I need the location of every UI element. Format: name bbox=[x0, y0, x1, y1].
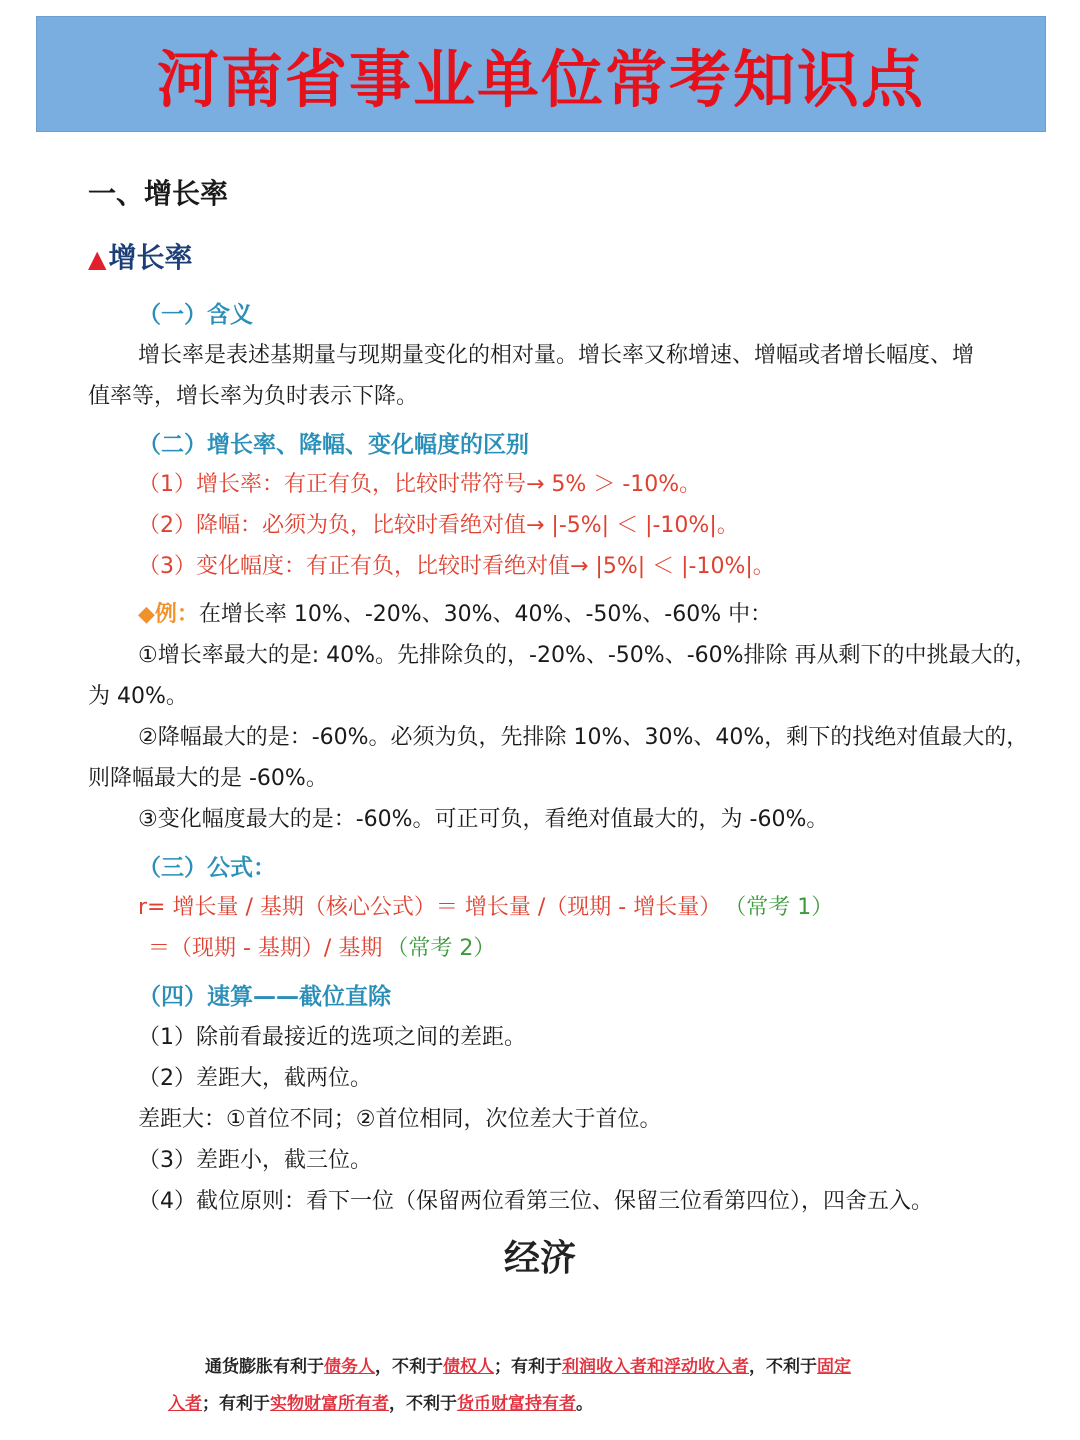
part2-title: （二）增长率、降幅、变化幅度的区别 bbox=[138, 432, 529, 458]
part4-item2: （2）差距大，截两位。 bbox=[138, 1066, 372, 1091]
part4-item4: （3）差距小，截三位。 bbox=[138, 1148, 372, 1173]
economy-term: 实物财富所有者 bbox=[270, 1394, 389, 1414]
economy-line1 bbox=[205, 1352, 851, 1377]
economy-text: 通货膨胀有利于 bbox=[205, 1357, 324, 1377]
triangle-icon: ▲ bbox=[88, 245, 107, 273]
economy-text: ；有利于 bbox=[202, 1394, 270, 1414]
part4-item1: （1）除前看最接近的选项之间的差距。 bbox=[138, 1025, 526, 1050]
economy-term: 利润收入者和浮动收入者 bbox=[562, 1357, 749, 1377]
part2-item1: （1）增长率：有正有负，比较时带符号→ 5% ＞ -10%。 bbox=[138, 472, 702, 497]
part2-item3: （3）变化幅度：有正有负，比较时看绝对值→ |5%| ＜ |-10%|。 bbox=[138, 554, 775, 579]
economy-term: 入者 bbox=[168, 1394, 202, 1414]
economy-title: 经济 bbox=[503, 1238, 576, 1279]
answer2-line1: ②降幅最大的是：-60%。必须为负，先排除 10%、30%、40%，剩下的找绝对值最大的， bbox=[138, 725, 1029, 750]
formula2-line bbox=[148, 931, 495, 962]
economy-text: ，不利于 bbox=[375, 1357, 443, 1377]
economy-text: 。 bbox=[576, 1394, 593, 1414]
economy-term: 货币财富持有者 bbox=[457, 1394, 576, 1414]
economy-line2 bbox=[168, 1389, 593, 1414]
part1-text-line2: 值率等，增长率为负时表示下降。 bbox=[88, 384, 419, 409]
answer2-line2: 则降幅最大的是 -60%。 bbox=[88, 766, 328, 791]
answer1-line2: 为 40%。 bbox=[88, 684, 188, 709]
section-heading: 一、增长率 bbox=[88, 177, 229, 210]
economy-term: 固定 bbox=[817, 1357, 851, 1377]
economy-term: 债务人 bbox=[324, 1357, 375, 1377]
subheading bbox=[88, 236, 192, 276]
economy-term: 债权人 bbox=[443, 1357, 494, 1377]
title-banner bbox=[36, 16, 1046, 132]
part1-text-line1: 增长率是表述基期量与现期量变化的相对量。增长率又称增速、增幅或者增长幅度、增 bbox=[138, 343, 975, 368]
formula2: ＝（现期 - 基期）/ 基期 bbox=[148, 936, 383, 961]
part2-item2: （2）降幅：必须为负，比较时看绝对值→ |-5%| ＜ |-10%|。 bbox=[138, 513, 739, 538]
economy-text: ，不利于 bbox=[749, 1357, 817, 1377]
formula1-line bbox=[138, 890, 833, 921]
part3-title: （三）公式： bbox=[138, 855, 276, 881]
example-label: ◆例： bbox=[138, 602, 199, 627]
answer1-line1: ①增长率最大的是: 40%。先排除负的，-20%、-50%、-60%排除 再从剩下的中挑最大的， bbox=[138, 643, 1037, 668]
answer3: ③变化幅度最大的是：-60%。可正可负，看绝对值最大的，为 -60%。 bbox=[138, 807, 829, 832]
part4-title: （四）速算——截位直除 bbox=[138, 984, 391, 1010]
formula1-note: （常考 1） bbox=[735, 895, 834, 920]
economy-text: ，不利于 bbox=[389, 1394, 457, 1414]
subheading-label: 增长率 bbox=[108, 241, 193, 274]
example-intro: 在增长率 10%、-20%、30%、40%、-50%、-60% 中： bbox=[198, 602, 773, 627]
formula2-note: （常考 2） bbox=[386, 936, 496, 961]
formula1: r= 增长量 / 基期（核心公式）＝ 增长量 /（现期 - 增长量） bbox=[138, 895, 722, 920]
example-line bbox=[138, 597, 772, 628]
page-title: 河南省事业单位常考知识点 bbox=[156, 42, 925, 116]
part1-title: （一）含义 bbox=[138, 302, 253, 328]
part4-item5: （4）截位原则：看下一位（保留两位看第三位、保留三位看第四位），四舍五入。 bbox=[138, 1189, 933, 1214]
economy-text: ；有利于 bbox=[494, 1357, 562, 1377]
part4-item3: 差距大：①首位不同；②首位相同，次位差大于首位。 bbox=[138, 1107, 662, 1132]
